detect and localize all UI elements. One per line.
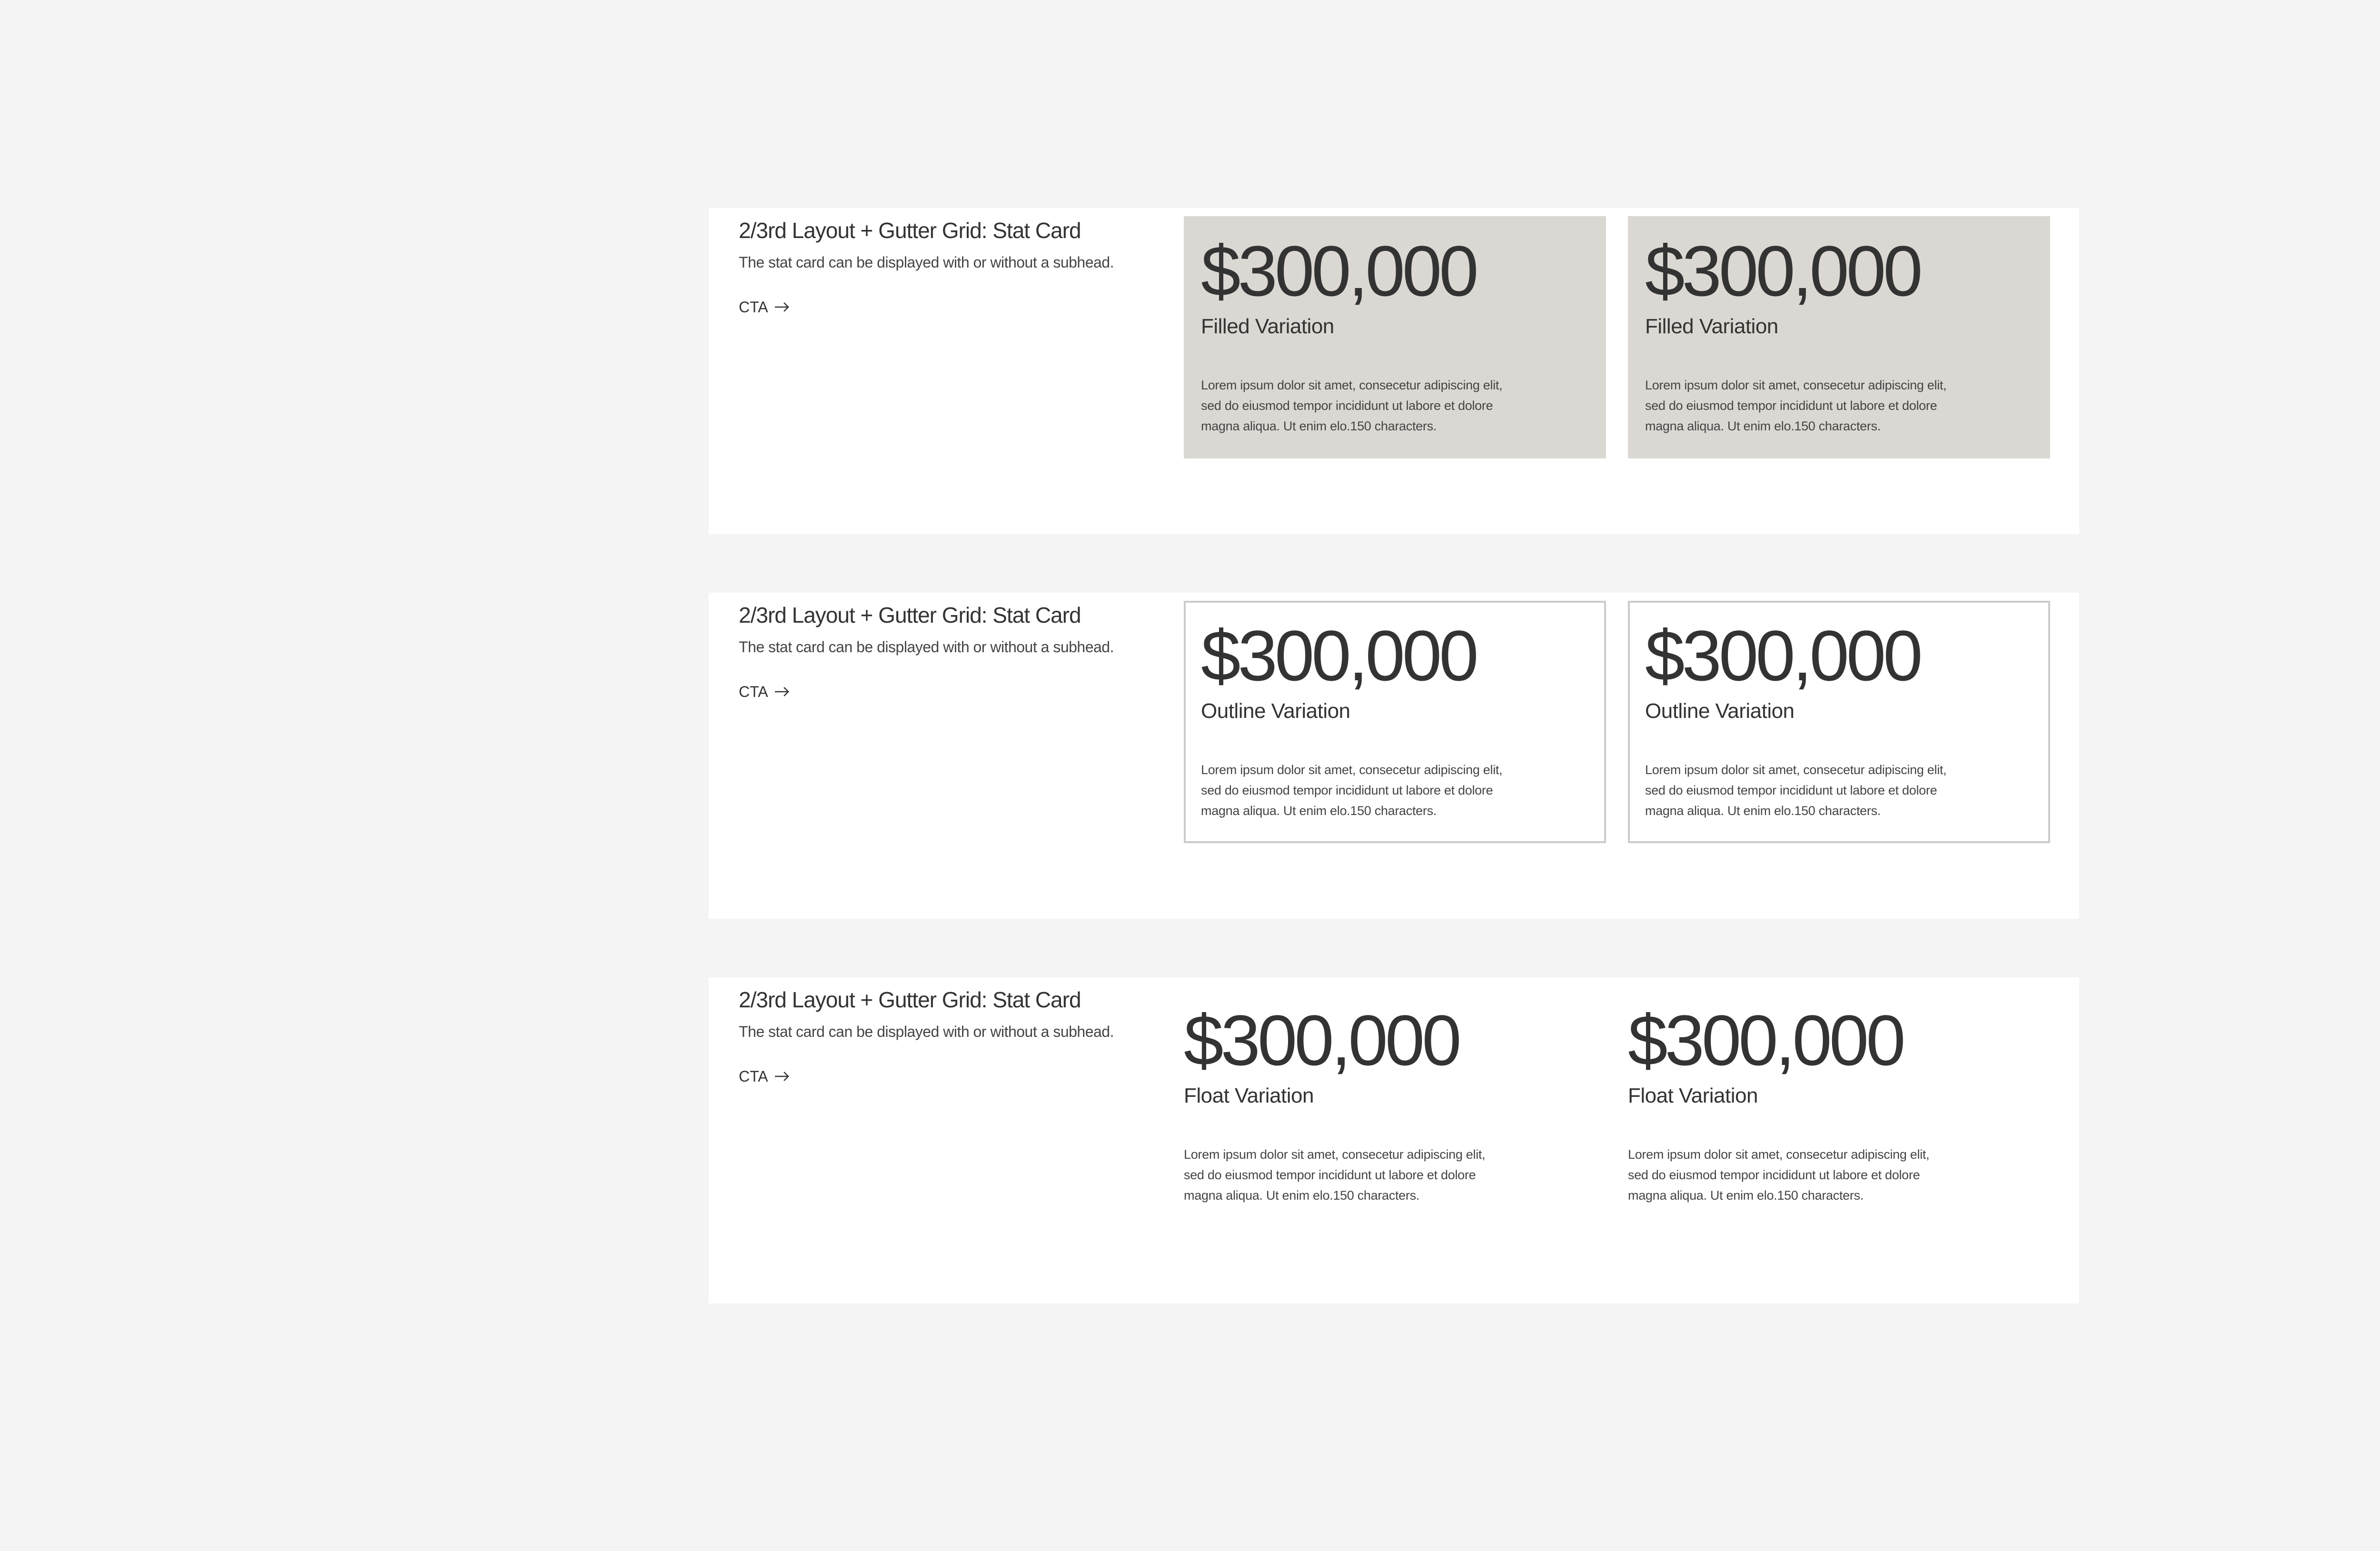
arrow-right-icon [774, 1071, 790, 1082]
cta-link[interactable] [739, 1065, 790, 1088]
stat-value: $300,000 [1201, 231, 1476, 311]
stat-card-section-float [709, 977, 2079, 1303]
stat-variation-label: Outline Variation [1645, 699, 1795, 723]
stat-value: $300,000 [1628, 1000, 1903, 1080]
stat-body-text: Lorem ipsum dolor sit amet, consecetur adipiscing elit, sed do eiusmod tempor incididunt ut labore et dolore magna aliqua. Ut enim elo.150 characters. [1184, 1147, 1486, 1203]
stat-body-text: Lorem ipsum dolor sit amet, consecetur adipiscing elit, sed do eiusmod tempor incididunt ut labore et dolore magna aliqua. Ut enim elo.150 characters. [1201, 763, 1503, 818]
stat-value: $300,000 [1645, 616, 1920, 696]
stat-value: $300,000 [1201, 616, 1476, 696]
stat-card-filled [1628, 216, 2050, 458]
arrow-right-icon [774, 686, 790, 697]
section-intro [739, 215, 1148, 318]
stat-card-section-filled [709, 208, 2079, 534]
stat-body-text: Lorem ipsum dolor sit amet, consecetur adipiscing elit, sed do eiusmod tempor incididunt ut labore et dolore magna aliqua. Ut enim elo.150 characters. [1645, 763, 1947, 818]
stat-body-text: Lorem ipsum dolor sit amet, consecetur adipiscing elit, sed do eiusmod tempor incididunt ut labore et dolore magna aliqua. Ut enim elo.150 characters. [1201, 378, 1503, 433]
section-intro [739, 599, 1148, 703]
cta-link[interactable] [739, 296, 790, 318]
arrow-right-icon [774, 302, 790, 312]
stat-card-outline [1628, 601, 2050, 843]
stat-value: $300,000 [1645, 231, 1920, 311]
section-subhead: The stat card can be displayed with or without a subhead. [739, 638, 1114, 656]
section-title: 2/3rd Layout + Gutter Grid: Stat Card [739, 603, 1081, 627]
section-subhead: The stat card can be displayed with or without a subhead. [739, 254, 1114, 271]
cta-link[interactable] [739, 680, 790, 703]
cta-label: CTA [739, 1068, 768, 1085]
section-title: 2/3rd Layout + Gutter Grid: Stat Card [739, 987, 1081, 1012]
stat-variation-label: Outline Variation [1201, 699, 1350, 723]
stat-value: $300,000 [1184, 1000, 1459, 1080]
stat-card-section-outline [709, 593, 2079, 919]
stat-variation-label: Filled Variation [1645, 315, 1778, 338]
stat-card-outline [1184, 601, 1606, 843]
stat-card-filled [1184, 216, 1606, 458]
stat-body-text: Lorem ipsum dolor sit amet, consecetur adipiscing elit, sed do eiusmod tempor incididunt ut labore et dolore magna aliqua. Ut enim elo.150 characters. [1645, 378, 1947, 433]
stat-card-float [1628, 985, 2050, 1228]
section-subhead: The stat card can be displayed with or without a subhead. [739, 1023, 1114, 1040]
section-title: 2/3rd Layout + Gutter Grid: Stat Card [739, 218, 1081, 243]
stat-variation-label: Filled Variation [1201, 315, 1334, 338]
cta-label: CTA [739, 298, 768, 316]
stat-body-text: Lorem ipsum dolor sit amet, consecetur adipiscing elit, sed do eiusmod tempor incididunt ut labore et dolore magna aliqua. Ut enim elo.150 characters. [1628, 1147, 1930, 1203]
stat-card-float [1184, 985, 1606, 1228]
cta-label: CTA [739, 683, 768, 700]
stat-variation-label: Float Variation [1184, 1084, 1314, 1107]
section-intro [739, 984, 1148, 1088]
stat-variation-label: Float Variation [1628, 1084, 1758, 1107]
